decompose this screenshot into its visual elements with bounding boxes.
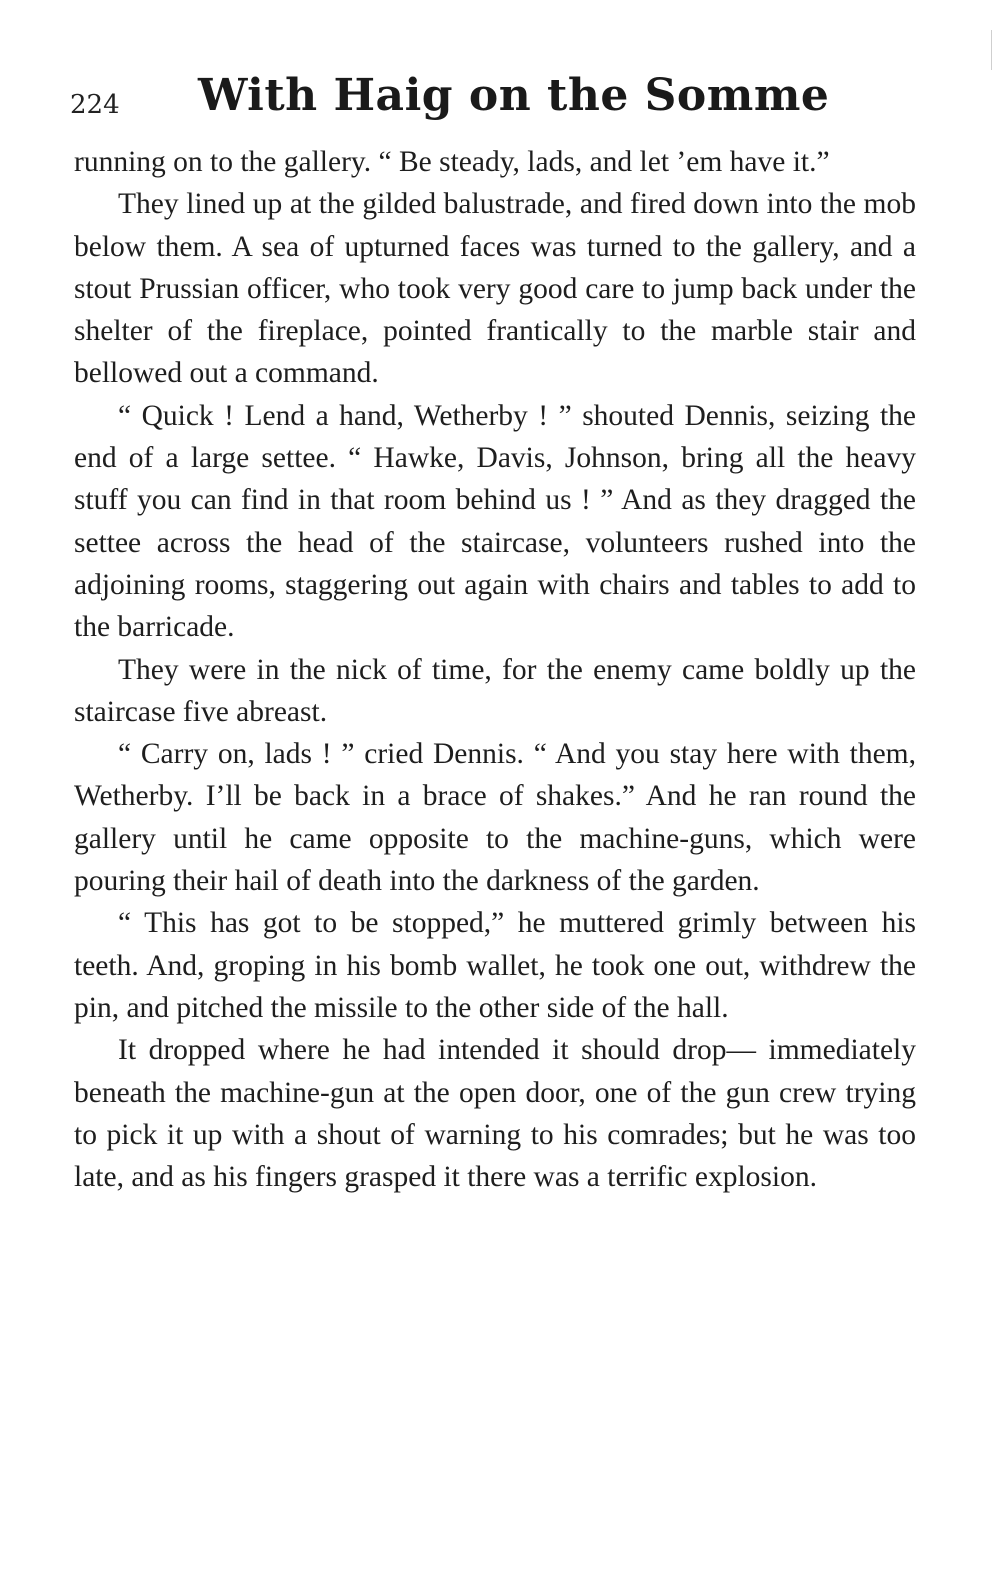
paragraph-continuation: running on to the gallery. “ Be steady, lads, and let ’em have it.” — [74, 146, 830, 178]
running-head — [70, 70, 930, 134]
paragraph: “ This has got to be stopped,” he muttered grimly between his teeth. And, groping in his bomb wallet, he took one out, withdrew the pin, and pitched the missile to the other side of the hall. — [74, 907, 916, 1024]
book-title: With Haig on the Somme — [198, 70, 830, 121]
paragraph: “ Quick ! Lend a hand, Wetherby ! ” shouted Dennis, seizing the end of a large settee. “ Hawke, Davis, Johnson, bring all the heavy stuff you can find in that room behind us ! ” And as they dragged the settee across the head of the staircase, volunteers rushed into the adjoining rooms, staggering out again with chairs and tables to add to the barricade. — [74, 399, 916, 644]
paragraph: “ Carry on, lads ! ” cried Dennis. “ And you stay here with them, Wetherby. I’ll be back in a brace of shakes.” And he ran round the gallery until he came opposite to the machine-guns, which were pouring their hail of death into the darkness of the garden. — [74, 738, 916, 898]
page-number: 224 — [70, 90, 120, 120]
paragraph: They lined up at the gilded balustrade, and fired down into the mob below them. A sea of upturned faces was turned to the gallery, and a stout Prussian officer, who took very good care to jump back under the shelter of the fireplace, pointed frantically to the marble stair and bellowed out a command. — [74, 188, 916, 390]
scan-edge-mark — [991, 30, 992, 70]
paragraph: They were in the nick of time, for the enemy came boldly up the staircase five abreast. — [74, 653, 916, 728]
paragraph: It dropped where he had intended it should drop— immediately beneath the machine-gun at the open door, one of the gun crew trying to pick it up with a shout of warning to his comrades; but he was too late, and as his fingers grasped it there was a terrific explosion. — [74, 1034, 916, 1194]
body-text — [74, 141, 916, 1198]
